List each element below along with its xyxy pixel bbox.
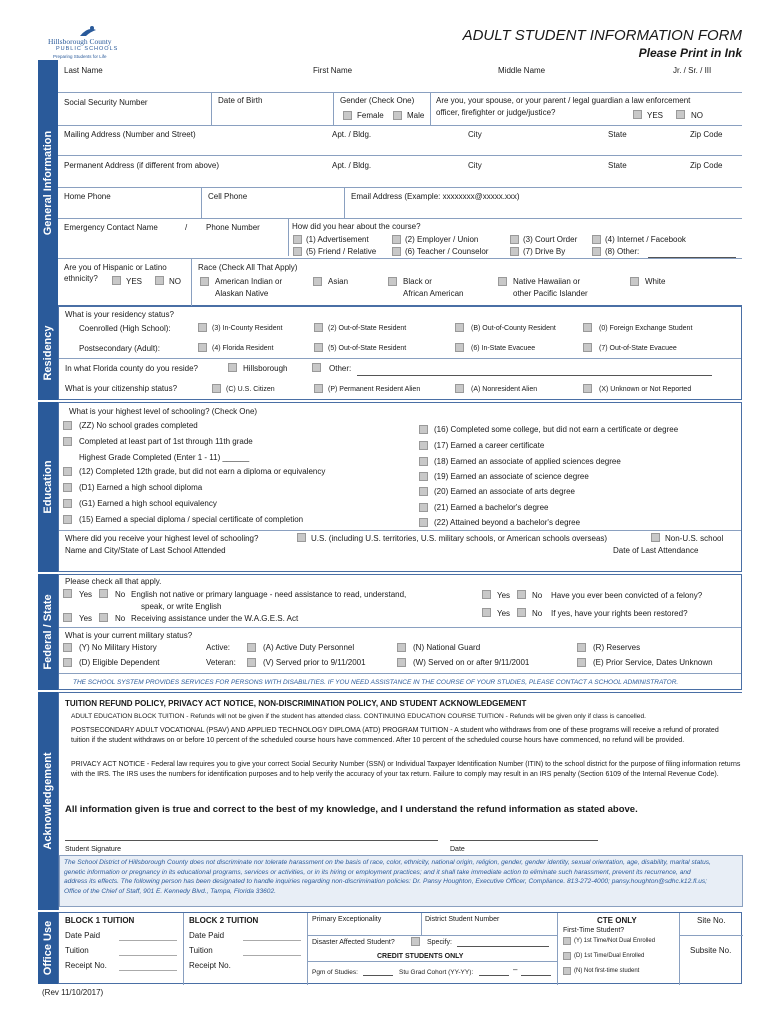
edu-right-checkbox[interactable] (419, 425, 428, 434)
apt-label: Apt. / Bldg. (332, 130, 372, 139)
page-subtitle: Please Print in Ink (638, 46, 742, 60)
first-time-d-label: (D) 1st Time/Dual Enrolled (574, 953, 645, 959)
edu-left-checkbox[interactable] (63, 499, 72, 508)
date-line[interactable] (450, 840, 598, 841)
where-question: Where did you receive your highest level of schooling? (65, 534, 259, 543)
rights-no-checkbox[interactable] (517, 608, 526, 617)
post-5-label: (5) Out-of-State Resident (328, 345, 407, 352)
hear-3-label: (3) Court Order (523, 235, 578, 244)
email-label: Email Address (Example: xxxxxxxx@xxxxx.xxx) (351, 192, 520, 201)
edu-right-checkbox[interactable] (419, 487, 428, 496)
cit-p-label: (P) Permanent Resident Alien (328, 386, 421, 393)
co-0-checkbox[interactable] (583, 323, 592, 332)
hispanic-no-label: NO (169, 277, 181, 286)
hear-4-checkbox[interactable] (592, 235, 601, 244)
edu-left-option: (G1) Earned a high school equivalency (79, 499, 217, 508)
race-native-american-label: American Indian or (215, 277, 283, 286)
hear-6-checkbox[interactable] (392, 247, 401, 256)
female-checkbox[interactable] (343, 111, 352, 120)
county-other-label: Other: (329, 364, 352, 373)
education-question: What is your highest level of schooling? (Check One) (69, 407, 258, 416)
felony-no-checkbox[interactable] (517, 590, 526, 599)
coenrolled-label: Coenrolled (High School): (79, 324, 171, 333)
specify-line[interactable] (457, 946, 549, 947)
edu-left-checkbox[interactable] (63, 467, 72, 476)
disaster-label: Disaster Affected Student? (312, 939, 395, 946)
co-0-label: (0) Foreign Exchange Student (599, 325, 693, 332)
district-logo (48, 22, 128, 62)
us-label: U.S. (including U.S. territories, U.S. military schools, or American schools overseas) (311, 534, 608, 543)
first-name-label: First Name (313, 66, 353, 75)
phone-number-label: Phone Number (206, 223, 260, 232)
edu-right-checkbox[interactable] (419, 472, 428, 481)
state-label-2: State (608, 161, 627, 170)
logo-name: Hillsborough County (48, 37, 112, 46)
rights-yes-label: Yes (497, 609, 511, 618)
post-5-checkbox[interactable] (314, 343, 323, 352)
us-checkbox[interactable] (297, 533, 306, 542)
section-label-federal: Federal / State (42, 594, 54, 670)
post-7-checkbox[interactable] (583, 343, 592, 352)
first-time-label: First-Time Student? (563, 927, 625, 934)
co-b-checkbox[interactable] (455, 323, 464, 332)
county-other-line[interactable] (357, 375, 712, 376)
post-4-checkbox[interactable] (198, 343, 207, 352)
female-label: Female (357, 111, 384, 120)
eligible-label: (D) Eligible Dependent (79, 658, 160, 667)
site-label: Site No. (697, 916, 726, 925)
post-7-label: (7) Out-of-State Evacuee (599, 345, 677, 352)
law-question: Are you, your spouse, or your parent / legal guardian a law enforcement (436, 96, 691, 105)
eligible-checkbox[interactable] (63, 658, 72, 667)
emergency-slash: / (185, 223, 188, 232)
non-us-checkbox[interactable] (651, 533, 660, 542)
cohort-line-2[interactable] (521, 975, 551, 976)
cit-x-label: (X) Unknown or Not Reported (599, 386, 692, 393)
edu-left-option: (15) Earned a special diploma / special certificate of completion (79, 515, 304, 524)
co-3-label: (3) In-County Resident (212, 325, 283, 332)
hillsborough-checkbox[interactable] (228, 363, 237, 372)
hear-8-checkbox[interactable] (592, 247, 601, 256)
apt-label-2: Apt. / Bldg. (332, 161, 372, 170)
disaster-checkbox[interactable] (411, 937, 420, 946)
wages-yes-label: Yes (79, 614, 93, 623)
vet-e-checkbox[interactable] (577, 658, 586, 667)
zip-label: Zip Code (690, 130, 723, 139)
hear-1-checkbox[interactable] (293, 235, 302, 244)
hispanic-yes-label: YES (126, 277, 143, 286)
section-label-education: Education (42, 460, 54, 514)
english-question: English not native or primary language - need assistance to read, understand, (131, 590, 407, 599)
ack-p1: ADULT EDUCATION BLOCK TUITION - Refunds will not be given if the student has attended class. CONTINUING EDUCATION COURSE TUITION - Refunds will be given only if class is cancelled. (71, 713, 646, 720)
ack-p3: PRIVACY ACT NOTICE - Federal law requires you to give your correct Social Security Number (SSN) or Individual Taxpayer Identification Number (ITIN) to the school district for the purpose of filing information returns with the IRS. The IRS uses the numbers for identification purposes and to help verify the accuracy of your tax return. Failure to comply may result in an IRS penalty (Section 6109 of the Internal Revenue Code). (71, 761, 741, 778)
cit-c-label: (C) U.S. Citizen (226, 386, 275, 393)
edu-left-checkbox[interactable] (63, 515, 72, 524)
race-white-checkbox[interactable] (630, 277, 639, 286)
race-question: Race (Check All That Apply) (198, 263, 298, 272)
felony-yes-checkbox[interactable] (482, 590, 491, 599)
wages-no-checkbox[interactable] (99, 613, 108, 622)
suffix-label: Jr. / Sr. / III (673, 66, 712, 75)
subsite-label: Subsite No. (690, 946, 732, 955)
post-6-label: (6) In-State Evacuee (471, 345, 536, 352)
law-no-label: NO (691, 111, 703, 120)
block1-tuition: Tuition (65, 946, 89, 955)
block2-tuition: Tuition (189, 946, 213, 955)
co-2-checkbox[interactable] (314, 323, 323, 332)
city-label-2: City (468, 161, 482, 170)
edu-right-checkbox[interactable] (419, 441, 428, 450)
section-label-general: General Information (42, 130, 54, 236)
signature-label: Student Signature (65, 846, 122, 853)
block1-heading: BLOCK 1 TUITION (65, 916, 135, 925)
edu-left-checkbox[interactable] (63, 421, 72, 430)
cit-c-checkbox[interactable] (212, 384, 221, 393)
cohort-dash: – (513, 965, 518, 974)
law-no-checkbox[interactable] (676, 110, 685, 119)
active-duty-label: (A) Active Duty Personnel (263, 643, 355, 652)
dob-label: Date of Birth (218, 96, 263, 105)
ack-section (58, 692, 742, 910)
zip-label-2: Zip Code (690, 161, 723, 170)
ssn-label: Social Security Number (64, 98, 148, 107)
mailing-label: Mailing Address (Number and Street) (64, 130, 196, 139)
gender-label: Gender (Check One) (340, 96, 415, 105)
race-black-label: Black or (403, 277, 432, 286)
no-military-checkbox[interactable] (63, 643, 72, 652)
credit-heading: CREDIT STUDENTS ONLY (377, 953, 464, 960)
hear-5-checkbox[interactable] (293, 247, 302, 256)
residency-question: What is your residency status? (65, 310, 174, 319)
edu-right-option: (20) Earned an associate of arts degree (434, 487, 575, 496)
specify-label: Specify: (427, 939, 452, 946)
law-yes-checkbox[interactable] (633, 110, 642, 119)
cell-phone-label: Cell Phone (208, 192, 248, 201)
vet-w-label: (W) Served on or after 9/11/2001 (413, 658, 530, 667)
race-black-label-2: African American (403, 289, 464, 298)
county-other-checkbox[interactable] (312, 363, 321, 372)
hear-8-label: (8) Other: (605, 247, 640, 256)
block1-date-paid: Date Paid (65, 931, 101, 940)
co-2-label: (2) Out-of-State Resident (328, 325, 407, 332)
hear-7-checkbox[interactable] (510, 247, 519, 256)
education-section (58, 402, 742, 572)
block1-tuition-line[interactable] (119, 955, 177, 956)
edu-left-option: (ZZ) No school grades completed (79, 421, 198, 430)
block2-date-line[interactable] (243, 940, 301, 941)
check-all-label: Please check all that apply. (65, 577, 162, 586)
district-id-label: District Student Number (425, 916, 500, 923)
law-yes-label: YES (647, 111, 664, 120)
race-asian-checkbox[interactable] (313, 277, 322, 286)
signature-line[interactable] (65, 840, 438, 841)
section-tab-ack (38, 692, 58, 910)
edu-right-checkbox[interactable] (419, 457, 428, 466)
english-no-label: No (115, 590, 126, 599)
cit-p-checkbox[interactable] (314, 384, 323, 393)
reserves-label: (R) Reserves (593, 643, 641, 652)
post-4-label: (4) Florida Resident (212, 345, 274, 352)
block2-heading: BLOCK 2 TUITION (189, 916, 259, 925)
active-label: Active: (206, 643, 231, 652)
wages-yes-checkbox[interactable] (63, 613, 72, 622)
co-b-label: (B) Out-of-County Resident (471, 325, 556, 332)
nondiscrimination-text: The School District of Hillsborough County does not discriminate nor tolerate harassment on the basis of race, color, ethnicity, national origin, religion, gender, gender identity, sexual orientation, age, disability, marital status, genetic information or pregnancy in its educational programs, services or activities, or in its hiring or employment practices; and it shall take immediate action to eliminate such harassment, prevent its recurrence, and address its effects. The following person has been designated to handle inquiries regarding non-discrimination policies: Dr. Pansy Houghton, Executive Officer, Compliance. 813-272-4000; pansy.houghton@sdhc.k12.fl.us; Office of the Chief of Staff, 901 E. Kennedy Blvd., Tampa, Florida 33602. (64, 859, 711, 895)
english-yes-checkbox[interactable] (63, 589, 72, 598)
english-yes-label: Yes (79, 590, 93, 599)
section-tab-office (38, 912, 58, 984)
race-hawaiian-checkbox[interactable] (498, 277, 507, 286)
block1-date-line[interactable] (119, 940, 177, 941)
edu-left-option: (12) Completed 12th grade, but did not earn a diploma or equivalency (79, 467, 326, 476)
hear-2-label: (2) Employer / Union (405, 235, 479, 244)
edu-right-option: (16) Completed some college, but did not earn a certificate or degree (434, 425, 679, 434)
guard-checkbox[interactable] (397, 643, 406, 652)
cit-a-label: (A) Nonresident Alien (471, 386, 538, 393)
section-tab-general (38, 60, 58, 306)
race-hawaiian-label: Native Hawaiian or (513, 277, 581, 286)
non-us-label: Non-U.S. school (665, 534, 724, 543)
male-checkbox[interactable] (393, 111, 402, 120)
edu-right-option: (22) Attained beyond a bachelor's degree (434, 518, 581, 527)
hear-5-label: (5) Friend / Relative (306, 247, 377, 256)
vet-v-checkbox[interactable] (247, 658, 256, 667)
veteran-label: Veteran: (206, 658, 236, 667)
cit-a-checkbox[interactable] (455, 384, 464, 393)
hispanic-question-2: ethnicity? (64, 274, 98, 283)
general-section (58, 60, 742, 306)
hear-1-label: (1) Advertisement (306, 235, 369, 244)
wages-no-label: No (115, 614, 126, 623)
first-time-y-checkbox[interactable] (563, 937, 571, 945)
federal-section (58, 574, 742, 690)
first-time-d-checkbox[interactable] (563, 952, 571, 960)
law-question-2: officer, firefighter or judge/justice? (436, 108, 556, 117)
edu-right-option: (19) Earned an associate of science degree (434, 472, 589, 481)
hear-question: How did you hear about the course? (292, 222, 421, 231)
logo-sub: PUBLIC SCHOOLS (56, 46, 119, 52)
pgm-line[interactable] (363, 975, 393, 976)
edu-left-option: (D1) Earned a high school diploma (79, 483, 203, 492)
emergency-label: Emergency Contact Name (64, 223, 158, 232)
edu-left-checkbox[interactable] (63, 437, 72, 446)
cit-x-checkbox[interactable] (583, 384, 592, 393)
co-3-checkbox[interactable] (198, 323, 207, 332)
first-time-y-label: (Y) 1st Time/Not Dual Enrolled (574, 938, 656, 944)
hillsborough-label: Hillsborough (243, 364, 288, 373)
logo-tagline: Preparing Students for Life (53, 54, 107, 59)
nondiscrimination-box (59, 855, 743, 907)
cohort-line-1[interactable] (479, 975, 509, 976)
race-native-american-checkbox[interactable] (200, 277, 209, 286)
page-title: ADULT STUDENT INFORMATION FORM (462, 27, 742, 44)
citizenship-question: What is your citizenship status? (65, 384, 178, 393)
reserves-checkbox[interactable] (577, 643, 586, 652)
block1-receipt: Receipt No. (65, 961, 107, 970)
english-no-checkbox[interactable] (99, 589, 108, 598)
section-tab-education (38, 402, 58, 572)
guard-label: (N) National Guard (413, 643, 481, 652)
section-tab-residency (38, 306, 58, 400)
county-question: In what Florida county do you reside? (65, 364, 198, 373)
section-label-ack: Acknowledgement (42, 752, 54, 850)
date-attendance-label: Date of Last Attendance (613, 546, 699, 555)
disability-notice: THE SCHOOL SYSTEM PROVIDES SERVICES FOR PERSONS WITH DISABILITIES. IF YOU NEED ASSISTANCE IN THE COURSE OF YOUR STUDIES, PLEASE CONTACT A SCHOOL ADMINISTRATOR. (73, 679, 679, 686)
city-label: City (468, 130, 482, 139)
edu-right-option: (18) Earned an associate of applied sciences degree (434, 457, 621, 466)
home-phone-label: Home Phone (64, 192, 111, 201)
ack-p2: POSTSECONDARY ADULT VOCATIONAL (PSAV) AND APPLIED TECHNOLOGY DIPLOMA (ATD) PROGRAM TUITION - A student who withdraws from one of these programs will receive a refund of prorated tuition if the student withdraws on or before 10 percent of the scheduled course hours have commenced. After 10 percent of the scheduled course hours have commenced, no refund will be provided. (71, 727, 719, 744)
race-white-label: White (645, 277, 666, 286)
hispanic-no-checkbox[interactable] (155, 276, 164, 285)
military-question: What is your current military status? (65, 631, 193, 640)
edu-right-checkbox[interactable] (419, 503, 428, 512)
date-label: Date (450, 846, 465, 853)
hear-7-label: (7) Drive By (523, 247, 566, 256)
hispanic-yes-checkbox[interactable] (112, 276, 121, 285)
felony-question: Have you ever been convicted of a felony? (551, 591, 703, 600)
block2-date-paid: Date Paid (189, 931, 225, 940)
vet-v-label: (V) Served prior to 9/11/2001 (263, 658, 366, 667)
felony-no-label: No (532, 591, 543, 600)
office-section (58, 912, 742, 984)
state-label: State (608, 130, 627, 139)
edu-left-option: Completed at least part of 1st through 11th grade (79, 437, 253, 446)
race-black-checkbox[interactable] (388, 277, 397, 286)
middle-name-label: Middle Name (498, 66, 546, 75)
block2-receipt: Receipt No. (189, 961, 231, 970)
post-6-checkbox[interactable] (455, 343, 464, 352)
race-asian-label: Asian (328, 277, 349, 286)
block2-tuition-line[interactable] (243, 955, 301, 956)
cte-heading: CTE ONLY (597, 916, 637, 925)
pgm-label: Pgm of Studies: (312, 969, 358, 976)
vet-w-checkbox[interactable] (397, 658, 406, 667)
permanent-label: Permanent Address (if different from above) (64, 161, 220, 170)
rights-yes-checkbox[interactable] (482, 608, 491, 617)
no-military-label: (Y) No Military History (79, 643, 157, 652)
male-label: Male (407, 111, 425, 120)
first-time-n-label: (N) Not first-time student (574, 968, 640, 974)
felony-yes-label: Yes (497, 591, 511, 600)
rights-question: If yes, have your rights been restored? (551, 609, 688, 618)
hear-3-checkbox[interactable] (510, 235, 519, 244)
primary-exc-label: Primary Exceptionality (312, 916, 382, 923)
edu-left-checkbox[interactable] (63, 483, 72, 492)
ack-heading: TUITION REFUND POLICY, PRIVACY ACT NOTICE, NON-DISCRIMINATION POLICY, AND STUDENT ACKNOWLEDGEMENT (65, 699, 527, 708)
edu-right-option: (17) Earned a career certificate (434, 441, 545, 450)
vet-e-label: (E) Prior Service, Dates Unknown (593, 658, 713, 667)
edu-right-checkbox[interactable] (419, 518, 428, 527)
hispanic-question: Are you of Hispanic or Latino (64, 263, 167, 272)
race-hawaiian-label-2: other Pacific Islander (513, 289, 588, 298)
ack-confirm: All information given is true and correct to the best of my knowledge, and I understand the refund information as stated above. (65, 804, 638, 815)
cohort-label: Stu Grad Cohort (YY-YY): (399, 969, 474, 976)
wages-question: Receiving assistance under the W.A.G.E.S. Act (131, 614, 299, 623)
section-label-office: Office Use (42, 920, 54, 976)
edu-right-option: (21) Earned a bachelor's degree (434, 503, 549, 512)
edu-left-option: Highest Grade Completed (Enter 1 - 11) ______ (79, 453, 250, 462)
hear-4-label: (4) Internet / Facebook (605, 235, 686, 244)
english-question-2: speak, or write English (141, 602, 222, 611)
block1-receipt-line[interactable] (119, 970, 177, 971)
rights-no-label: No (532, 609, 543, 618)
active-duty-checkbox[interactable] (247, 643, 256, 652)
section-tab-federal (38, 574, 58, 690)
race-native-american-label-2: Alaskan Native (215, 289, 269, 298)
post-label: Postsecondary (Adult): (79, 344, 160, 353)
hear-2-checkbox[interactable] (392, 235, 401, 244)
hear-6-label: (6) Teacher / Counselor (405, 247, 489, 256)
revision-footer: (Rev 11/10/2017) (42, 988, 104, 997)
section-label-residency: Residency (42, 325, 54, 381)
first-time-n-checkbox[interactable] (563, 967, 571, 975)
last-school-label: Name and City/State of Last School Attended (65, 546, 226, 555)
residency-section (58, 306, 742, 400)
last-name-label: Last Name (64, 66, 103, 75)
